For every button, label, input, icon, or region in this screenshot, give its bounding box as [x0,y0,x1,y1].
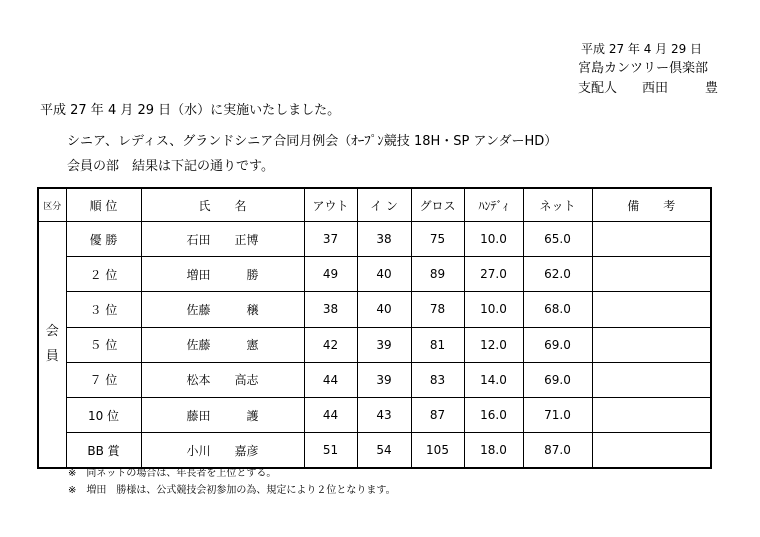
rank-cell: 優 勝 [66,222,141,257]
remarks-cell [592,292,711,327]
remarks-cell [592,397,711,432]
out-cell: 37 [304,222,357,257]
table-header-row [38,188,711,222]
name-cell: 松本 高志 [141,362,304,397]
table-row [38,433,711,469]
table-row [38,397,711,432]
club-name: 宮島カンツリー倶楽部 [578,61,709,76]
footnote-tie-rule: ※ 同ネットの場合は、年長者を上位とする。 [68,468,277,479]
in-cell: 39 [357,362,411,397]
name-cell: 小川 嘉彦 [141,433,304,469]
rank-cell: BB 賞 [66,433,141,469]
gross-cell: 78 [411,292,464,327]
handicap-cell: 16.0 [464,397,523,432]
col-header-out: アウト [304,188,357,222]
table-row [38,257,711,292]
gross-cell: 83 [411,362,464,397]
in-cell: 43 [357,397,411,432]
in-cell: 40 [357,257,411,292]
table-row [38,292,711,327]
table-row [38,327,711,362]
event-title: シニア、レディス、グランドシニア合同月例会（ｵｰﾌﾟﾝ競技 18H・SP アンダーHD） [67,134,558,149]
remarks-cell [592,222,711,257]
col-header-in: イ ン [357,188,411,222]
net-cell: 62.0 [523,257,592,292]
rank-cell: ５ 位 [66,327,141,362]
handicap-cell: 18.0 [464,433,523,469]
manager-surname: 西田 [642,81,669,96]
name-cell: 石田 正博 [141,222,304,257]
out-cell: 44 [304,397,357,432]
category-char: 会 [45,323,59,339]
category-char: 員 [45,348,59,364]
name-cell: 佐藤 憲 [141,327,304,362]
col-header-name: 氏 名 [141,188,304,222]
results-table [37,187,712,469]
intro-line: 平成 27 年 4 月 29 日（水）に実施いたしました。 [40,103,341,118]
out-cell: 49 [304,257,357,292]
col-header-remarks: 備 考 [592,188,711,222]
gross-cell: 75 [411,222,464,257]
handicap-cell: 12.0 [464,327,523,362]
gross-cell: 81 [411,327,464,362]
handicap-cell: 10.0 [464,292,523,327]
net-cell: 69.0 [523,327,592,362]
rank-cell: ７ 位 [66,362,141,397]
name-cell: 増田 勝 [141,257,304,292]
net-cell: 65.0 [523,222,592,257]
handicap-cell: 10.0 [464,222,523,257]
manager-given-name: 豊 [705,81,719,96]
remarks-cell [592,327,711,362]
header-date: 平成 27 年 4 月 29 日 [581,42,703,56]
section-subheading: 会員の部 結果は下記の通りです。 [67,159,274,174]
remarks-cell [592,257,711,292]
rank-cell: 10 位 [66,397,141,432]
handicap-cell: 27.0 [464,257,523,292]
rank-cell: ３ 位 [66,292,141,327]
net-cell: 87.0 [523,433,592,469]
out-cell: 51 [304,433,357,469]
in-cell: 39 [357,327,411,362]
remarks-cell [592,433,711,469]
out-cell: 44 [304,362,357,397]
net-cell: 71.0 [523,397,592,432]
in-cell: 38 [357,222,411,257]
col-header-net: ネット [523,188,592,222]
remarks-cell [592,362,711,397]
gross-cell: 89 [411,257,464,292]
col-header-handicap: ﾊﾝﾃﾞｨ [464,188,523,222]
gross-cell: 87 [411,397,464,432]
in-cell: 40 [357,292,411,327]
out-cell: 42 [304,327,357,362]
manager-role: 支配人 [578,81,618,96]
out-cell: 38 [304,292,357,327]
footnote-ranking-rule: ※ 増田 勝様は、公式競技会初参加の為、規定により２位となります。 [68,485,396,496]
in-cell: 54 [357,433,411,469]
net-cell: 68.0 [523,292,592,327]
table-row [38,222,711,257]
name-cell: 佐藤 穣 [141,292,304,327]
manager-signature [578,77,718,96]
col-header-gross: グロス [411,188,464,222]
net-cell: 69.0 [523,362,592,397]
table-row [38,362,711,397]
name-cell: 藤田 護 [141,397,304,432]
category-member-cell [38,222,66,469]
rank-cell: ２ 位 [66,257,141,292]
handicap-cell: 14.0 [464,362,523,397]
col-header-rank: 順 位 [66,188,141,222]
col-header-category: 区分 [38,188,66,222]
gross-cell: 105 [411,433,464,469]
